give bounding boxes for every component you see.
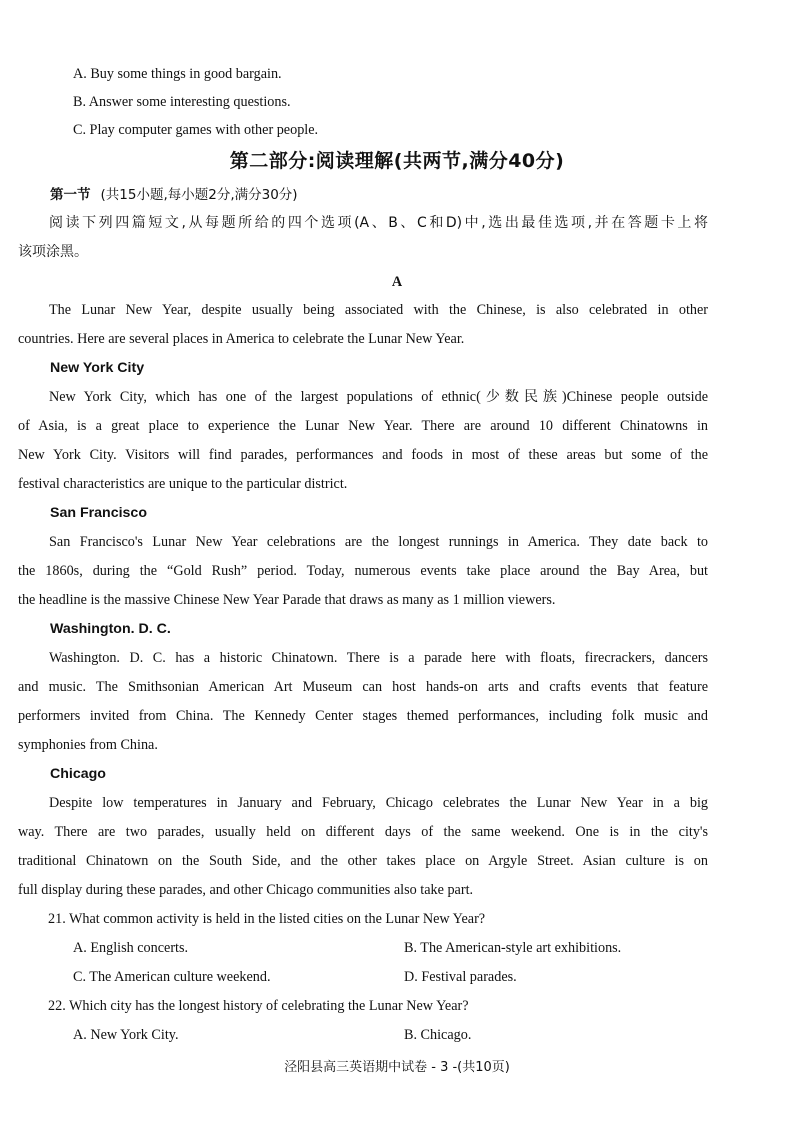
question-21-option-c: C. The American culture weekend. xyxy=(73,969,271,985)
paragraph-line: full display during these parades, and other Chicago communities also take part. xyxy=(18,882,474,898)
prev-option-a: A. Buy some things in good bargain. xyxy=(73,66,282,82)
paragraph-line: symphonies from China. xyxy=(18,737,158,753)
paragraph-line: and music. The Smithsonian American Art Museum can host hands-on arts and crafts events that feature xyxy=(18,679,708,695)
page-footer: 泾阳县高三英语期中试卷 - 3 -(共10页) xyxy=(284,1060,510,1075)
prev-option-b: B. Answer some interesting questions. xyxy=(73,94,291,110)
question-22-option-a: A. New York City. xyxy=(73,1027,179,1043)
question-21-stem: 21. What common activity is held in the listed cities on the Lunar New Year? xyxy=(48,911,486,927)
paragraph-line: the 1860s, during the “Gold Rush” period. Today, numerous events take place around the Bay Area, but xyxy=(18,563,708,579)
paragraph-line: Washington. D. C. has a historic Chinatown. There is a parade here with floats, firecrackers, dancers xyxy=(49,650,708,666)
paragraph-line: San Francisco's Lunar New Year celebrations are the longest runnings in America. They date back to xyxy=(49,534,708,550)
paragraph-line: New York City, which has one of the largest populations of ethnic(少数民族)Chinese people outside xyxy=(49,389,708,405)
section-heading-new-york: New York City xyxy=(50,360,145,376)
part-title: 第二部分:阅读理解(共两节,满分40分) xyxy=(229,150,565,172)
paragraph-line: festival characteristics are unique to the particular district. xyxy=(18,476,348,492)
question-22-stem: 22. Which city has the longest history of celebrating the Lunar New Year? xyxy=(48,998,469,1014)
section-info: (共15小题,每小题2分,满分30分) xyxy=(100,187,298,203)
instructions-line-2: 该项涂黑。 xyxy=(18,244,88,260)
section-title xyxy=(50,185,298,205)
prev-option-c: C. Play computer games with other people. xyxy=(73,122,319,138)
section-heading-washington: Washington. D. C. xyxy=(50,621,171,637)
paragraph-line: performers invited from China. The Kennedy Center stages themed performances, including folk music and xyxy=(18,708,708,724)
question-21-option-b: B. The American-style art exhibitions. xyxy=(404,940,622,956)
question-22-option-b: B. Chicago. xyxy=(404,1027,472,1043)
passage-intro-line-2: countries. Here are several places in America to celebrate the Lunar New Year. xyxy=(18,331,465,347)
section-label: 第一节 xyxy=(50,187,91,203)
section-heading-san-francisco: San Francisco xyxy=(50,505,147,521)
paragraph-line: Despite low temperatures in January and February, Chicago celebrates the Lunar New Year in a big xyxy=(49,795,708,811)
question-21-option-a: A. English concerts. xyxy=(73,940,189,956)
paragraph-line: New York City. Visitors will find parades, performances and foods in most of these areas but some of the xyxy=(18,447,708,463)
paragraph-line: the headline is the massive Chinese New Year Parade that draws as many as 1 million viewers. xyxy=(18,592,556,608)
passage-intro-line-1: The Lunar New Year, despite usually being associated with the Chinese, is also celebrated in other xyxy=(49,302,708,318)
paragraph-line: of Asia, is a great place to experience the Lunar New Year. There are around 10 different Chinatowns in xyxy=(18,418,708,434)
section-heading-chicago: Chicago xyxy=(50,766,106,782)
paragraph-line: traditional Chinatown on the South Side, and the other takes place on Argyle Street. Asian culture is on xyxy=(18,853,708,869)
paragraph-line: way. There are two parades, usually held on different days of the same weekend. One is in the city's xyxy=(18,824,708,840)
question-21-option-d: D. Festival parades. xyxy=(404,969,517,985)
instructions-line-1: 阅读下列四篇短文,从每题所给的四个选项(A、B、C和D)中,选出最佳选项,并在答题卡上将 xyxy=(49,215,708,231)
passage-letter: A xyxy=(391,274,403,290)
